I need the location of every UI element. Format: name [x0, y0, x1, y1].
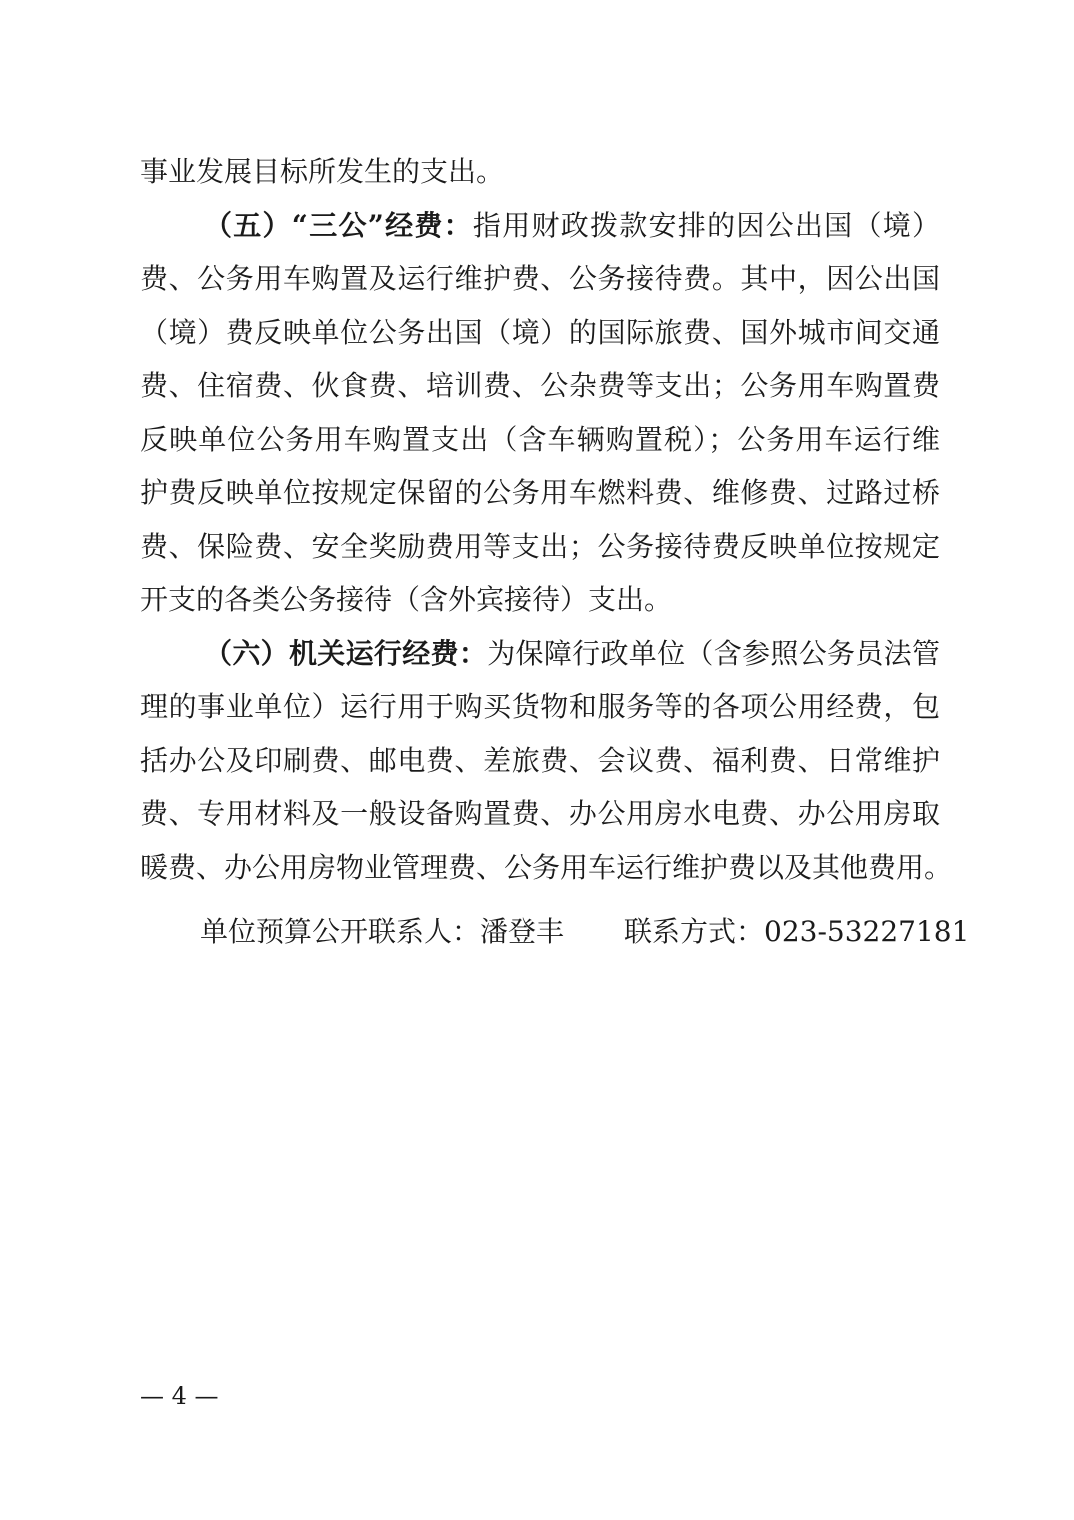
section-six-line: 费、专用材料及一般设备购置费、办公用房水电费、办公用房取 [140, 797, 940, 830]
section-five-line: 护费反映单位按规定保留的公务用车燃料费、维修费、过路过桥 [140, 476, 940, 509]
section-five-line: 费、公务用车购置及运行维护费、公务接待费。其中，因公出国 [140, 262, 940, 295]
section-six-line: 暖费、办公用房物业管理费、公务用车运行维护费以及其他费用。 [140, 850, 953, 884]
section-five-line: 费、住宿费、伙食费、培训费、公杂费等支出；公务用车购置费 [140, 369, 940, 402]
section-five-line: 开支的各类公务接待（含外宾接待）支出。 [140, 583, 673, 616]
section-five-first-line [140, 199, 940, 253]
section-six-line: 括办公及印刷费、邮电费、差旅费、会议费、福利费、日常维护 [140, 743, 940, 777]
section-six-line: 理的事业单位）运行用于购买货物和服务等的各项公用经费，包 [140, 690, 940, 723]
section-six-text: 为保障行政单位（含参照公务员法管 [487, 636, 940, 670]
body-text [140, 145, 953, 894]
contact-line [200, 907, 969, 957]
contact-phone: 联系方式：023-53227181 [624, 915, 970, 948]
section-five-text: 指用财政拨款安排的因公出国（境） [472, 208, 940, 242]
section-five-line: （境）费反映单位公务出国（境）的国际旅费、国外城市间交通 [140, 315, 940, 349]
contact-person: 单位预算公开联系人：潘登丰 [200, 915, 565, 948]
section-six-heading: （六）机关运行经费： [204, 636, 488, 670]
section-six-first-line [140, 627, 940, 681]
paragraph-continuation-line: 事业发展目标所发生的支出。 [140, 155, 505, 188]
section-five-heading: （五）“三公”经费： [204, 208, 473, 242]
section-five-line: 费、保险费、安全奖励费用等支出；公务接待费反映单位按规定 [140, 529, 940, 563]
section-five-line: 反映单位公务用车购置支出（含车辆购置税）；公务用车运行维 [140, 422, 940, 456]
page-number: — 4 — [140, 1382, 219, 1410]
